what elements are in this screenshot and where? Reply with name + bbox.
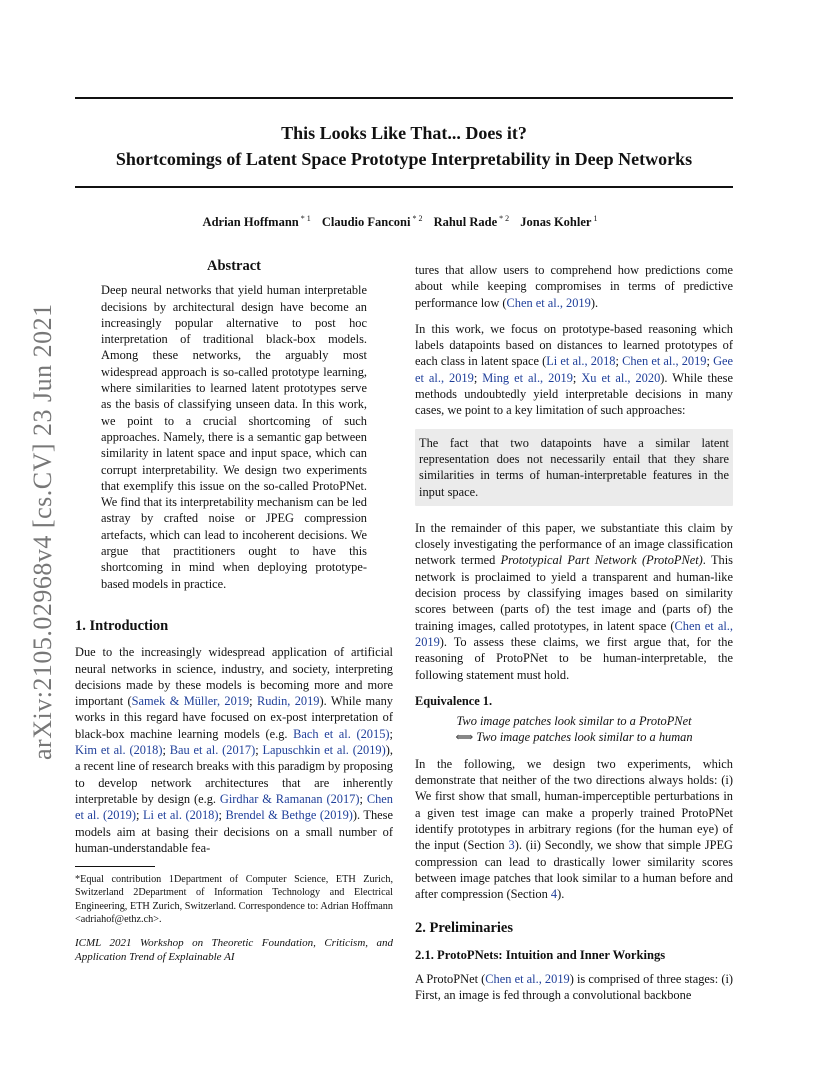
title-line-2: Shortcomings of Latent Space Prototype Interpretability in Deep Networks [115, 149, 693, 169]
arxiv-stamp: arXiv:2105.02968v4 [cs.CV] 23 Jun 2021 [28, 303, 57, 760]
venue-note: ICML 2021 Workshop on Theoretic Foundation, Criticism, and Application Trend of Explainable AI [75, 936, 393, 963]
equivalence-line: Two image patches look similar to a ProtoPNet [456, 714, 692, 729]
footnote: *Equal contribution 1Department of Computer Science, ETH Zurich, Switzerland 2Department of Information Technology and Electrical Engineering, ETH Zurich, Switzerland. Correspondence to: Adrian Hoffmann <adriahof@ethz.ch>. [75, 874, 393, 925]
author-mark: * 2 [499, 214, 510, 223]
citation-link[interactable]: Samek & Müller, 2019 [131, 694, 250, 709]
citation-link[interactable]: Li et al., 2018 [546, 354, 616, 369]
top-rule [75, 97, 733, 99]
citation-link[interactable]: Kim et al. (2018) [75, 743, 163, 758]
citation-link[interactable]: Chen et al., 2019 [485, 971, 570, 986]
footnote-rule [75, 866, 155, 867]
citation-link[interactable]: Brendel & Bethge (2019) [225, 808, 353, 823]
section-ref-link[interactable]: 4 [550, 887, 558, 902]
paragraph: In this work, we focus on prototype-based reasoning which labels datapoints based on distances to learned prototypes of each class in latent space (Li et al., 2018; Chen et al., 2019; Gee et al., 2019; Ming et al., 2019; Xu et al., 2020). While these methods undoubtedly yield interpretable decisions in many cases, we point to a key limitation of such approaches: [415, 321, 734, 418]
citation-link[interactable]: Lapuschkin et al. (2019) [262, 743, 386, 758]
citation-link[interactable]: Bau et al. (2017) [169, 743, 256, 758]
paragraph: A ProtoPNet (Chen et al., 2019) is comprised of three stages: (i) First, an image is fed through a convolutional backbone [415, 971, 734, 1003]
intro-paragraph: Due to the increasingly widespread application of artificial neural networks in science, industry, and society, interpreting decisions made by these models is becoming more and more important (Samek & Müller, 2019; Rudin, 2019). While many works in this regard have focused on ex-post interpretation of black-box machine learning models (e.g. Bach et al. (2015); Kim et al. (2018); Bau et al. (2017); Lapuschkin et al. (2019)), a recent line of research breaks with this paradigm by proposing to develop network architectures that are inherently interpretable by design (e.g. Girdhar & Ramanan (2017); Chen et al. (2019); Li et al. (2018); Brendel & Bethge (2019)). These models aim at basing their decisions on a small number of human-understandable fea- [75, 645, 394, 855]
citation-link[interactable]: Girdhar & Ramanan (2017) [219, 791, 360, 806]
citation-link[interactable]: Rudin, 2019 [256, 694, 320, 709]
paragraph: tures that allow users to comprehend how predictions come about while keeping compromises in terms of predictive performance low (Chen et al., 2019). [415, 263, 733, 310]
left-column [75, 258, 393, 964]
citation-link[interactable]: Chen et al., 2019 [415, 618, 733, 649]
author-name: Adrian Hoffmann [202, 215, 299, 230]
citation-link[interactable]: Gee et al., 2019 [415, 354, 734, 385]
author-name: Jonas Kohler [520, 215, 592, 230]
equivalence-line: ⟺ Two image patches look similar to a human [455, 730, 693, 745]
right-column [415, 262, 733, 1014]
author-name: Rahul Rade [433, 215, 498, 230]
author-mark: * 2 [412, 214, 423, 223]
section-ref-link[interactable]: 3 [508, 838, 515, 853]
title-bottom-rule [75, 186, 733, 188]
key-claim-callout: The fact that two datapoints have a similar latent representation does not necessarily entail that they share similarities in terms of human-interpretable features in the input space. [415, 429, 733, 506]
citation-link[interactable]: Chen et al. (2019) [75, 791, 393, 823]
equivalence-heading: Equivalence 1. [415, 693, 493, 708]
paragraph: In the remainder of this paper, we substantiate this claim by closely investigating the performance of an image classification network termed Prototypical Part Network (ProtoPNet). This network is proclaimed to yield a transparent and human-like decision process by classifying images based on similarity scores between (parts of) the test image and (parts of) the training images, called prototypes, in latent space (Chen et al., 2019). To assess these claims, we first argue that, for the reasoning of ProtoPNet to be human-interpretable, the following statement must hold. [415, 520, 733, 682]
paper-title [75, 120, 733, 172]
citation-link[interactable]: Xu et al., 2020 [581, 370, 661, 385]
citation-link[interactable]: Li et al. (2018) [142, 808, 219, 823]
author-name: Claudio Fanconi [321, 215, 411, 230]
abstract-heading: Abstract [207, 258, 261, 274]
author-list [75, 214, 733, 230]
author-mark: 1 [593, 214, 598, 223]
author-mark: * 1 [300, 214, 311, 223]
abstract-body: Deep neural networks that yield human interpretable decisions by architectural design have become an increasingly popular alternative to post hoc interpretation of traditional black-box models. Among these networks, the arguably most widespread approach is so-called prototype learning, where similarities to learned latent prototypes serve as the basis of classifying unseen data. In this work, we point to a crucial shortcoming of such approaches. Namely, there is a semantic gap between similarity in latent space and input space, which can corrupt interpretability. We design two experiments that exemplify this issue on the so-called ProtoPNet. We find that its interpretability mechanism can be led astray by crafted noise or JPEG compression artefacts, which can lead to incoherent decisions. We argue that practitioners ought to have this shortcoming in mind when deploying prototype-based models in practice. [101, 283, 367, 591]
citation-link[interactable]: Chen et al., 2019 [622, 354, 707, 369]
section-heading-introduction: 1. Introduction [75, 617, 169, 634]
citation-link[interactable]: Ming et al., 2019 [482, 370, 573, 385]
paragraph: In the following, we design two experiments, which demonstrate that neither of the two directions always holds: (i) We first show that small, human-imperceptible perturbations in a given test image can make a properly trained ProtoPNet identify prototypes in arbitrary regions (for the human eye) of the input (Section 3). (ii) Secondly, we show that simple JPEG compression can lead to drastically lower similarity scores between image patches that look similar to a human before and after compression (Section 4). [415, 756, 733, 902]
citation-link[interactable]: Chen et al., 2019 [506, 295, 591, 310]
subsection-heading: 2.1. ProtoPNets: Intuition and Inner Workings [415, 947, 666, 962]
section-heading-preliminaries: 2. Preliminaries [415, 920, 513, 937]
title-line-1: This Looks Like That... Does it? [281, 123, 527, 143]
citation-link[interactable]: Bach et al. (2015) [293, 726, 390, 741]
